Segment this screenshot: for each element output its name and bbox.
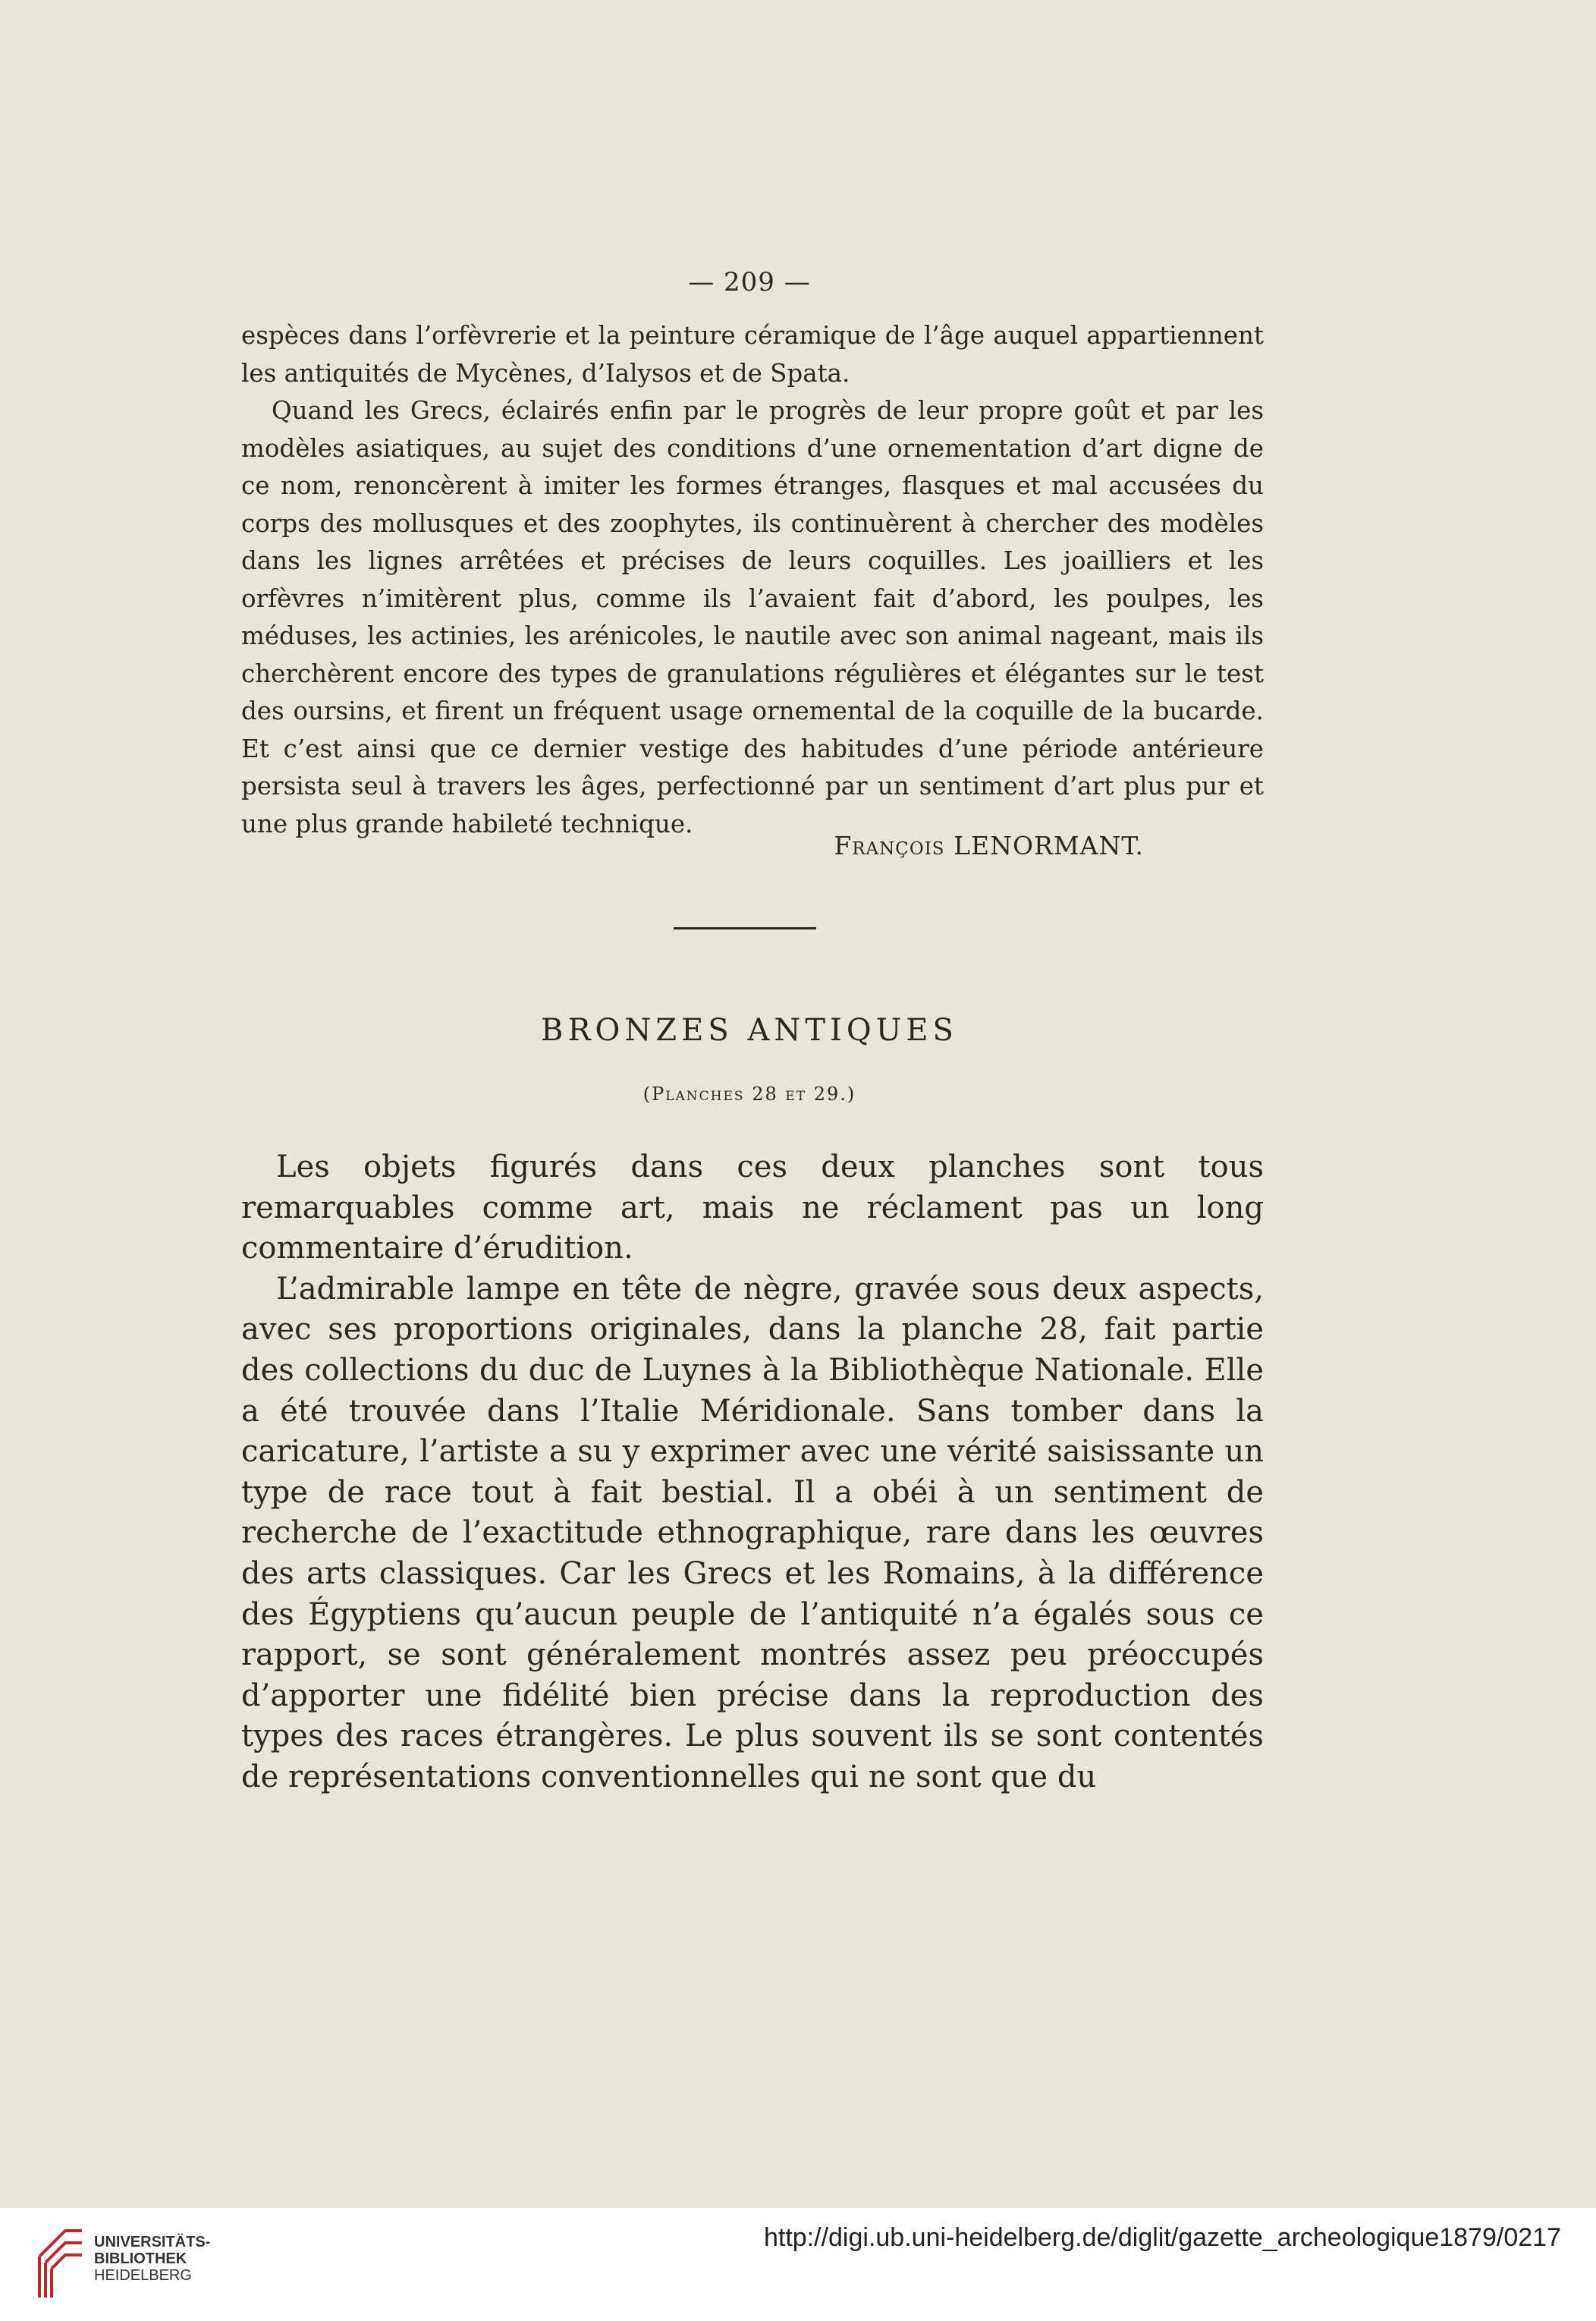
library-name [94,2234,210,2284]
article-paragraph-1: Les objets figurés dans ces deux planches sont tous remarquables comme art, mais ne réclament pas un long commentaire d’érudition. [241,1149,1264,1266]
author-signature [241,831,1144,860]
permalink-url[interactable]: http://digi.ub.uni-heidelberg.de/diglit/gazette_archeologique1879/0217 [763,2223,1561,2252]
library-logo-icon [35,2219,90,2302]
library-name-line3: HEIDELBERG [94,2267,192,2284]
library-name-line1: UNIVERSITÄTS- [94,2234,211,2250]
paragraph-grecs: Quand les Grecs, éclairés enfin par le progrès de leur propre goût et par les modèles asiatiques, au sujet des conditions d’une ornementation d’art digne de ce nom, renoncèrent à imiter les formes étranges, flasques et mal accusées du corps des mollusques et des zoophytes, ils continuèrent à chercher des modèles dans les lignes arrêtées et précises de leurs coquilles. Les joailliers et les orfèvres n’imitèrent plus, comme ils l’avaient fait d’abord, les poulpes, les méduses, les actinies, les arénicoles, le nautile avec son animal nageant, mais ils cherchèrent encore des types de granulations régulières et élégantes sur le test des oursins, et firent un fréquent usage ornemental de la coquille de la bucarde. Et c’est ainsi que ce dernier vestige des habitudes d’une période antérieure persista seul à travers les âges, perfectionné par un sentiment d’art plus pur et une plus grande habileté technique. [241,396,1264,838]
continuation-paragraph: espèces dans l’orfèvrerie et la peinture céramique de l’âge auquel appartiennent les antiquités de Mycènes, d’Ialysos et de Spata. [241,321,1264,388]
article-title: BRONZES ANTIQUES [541,1013,958,1048]
page-number: — 209 — [688,267,811,297]
section-divider [674,927,816,929]
signature-first-name: François [834,831,945,860]
article-paragraph-2: L’admirable lampe en tête de nègre, gravée sous deux aspects, avec ses proportions originales, dans la planche 28, fait partie des collections du duc de Luynes à la Bibliothèque Nationale. Elle a été trouvée dans l’Italie Méridionale. Sans tomber dans la caricature, l’artiste a su y exprimer avec une vérité saisissante un type de race tout à fait bestial. Il a obéi à un sentiment de recherche de l’exactitude ethnographique, rare dans les œuvres des arts classiques. Car les Grecs et les Romains, à la différence des Égyptiens qu’aucun peuple de l’antiquité n’a égalés sous ce rapport, se sont généralement montrés assez peu préoccupés d’apporter une fidélité bien précise dans la reproduction des types des races étrangères. Le plus souvent ils se sont contentés de représentations conventionnelles qui ne sont que du [241,1271,1264,1794]
signature-last-name: LENORMANT. [954,831,1144,860]
library-name-line2: BIBLIOTHEK [94,2250,187,2267]
article-body [241,1147,1264,1798]
continuation-text [241,317,1264,843]
article-subtitle: (Planches 28 et 29.) [642,1083,856,1105]
